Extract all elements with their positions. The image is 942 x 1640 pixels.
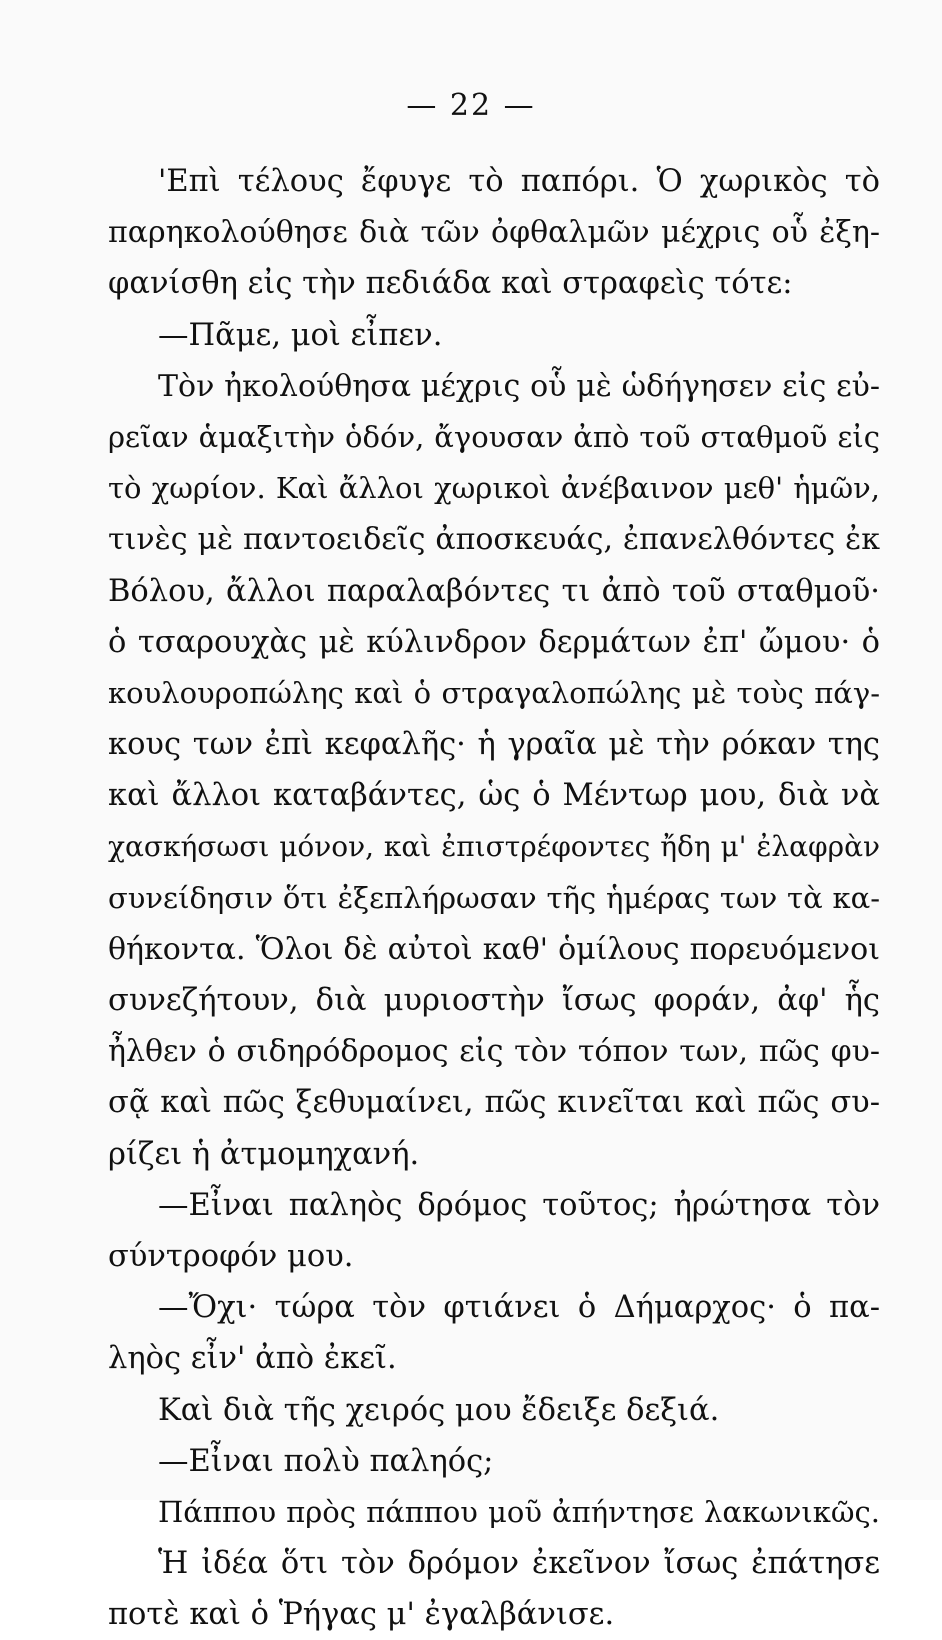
text-line: —Ὄχι· τώρα τὸν φτιάνει ὁ Δήμαρχος· ὁ πα- bbox=[158, 1290, 880, 1326]
text-line: συνείδησιν ὅτι ἐξεπλήρωσαν τῆς ἡμέρας των τὰ κα- bbox=[108, 880, 880, 915]
text-line: τὸ χωρίον. Καὶ ἄλλοι χωρικοὶ ἀνέβαινον μεθ' ἡμῶν, bbox=[108, 471, 880, 506]
text-line: ἦλθεν ὁ σιδηρόδρομος εἰς τὸν τόπον των, πῶς φυ- bbox=[108, 1034, 880, 1070]
text-line: ληὸς εἶν' ἀπὸ ἐκεῖ. bbox=[108, 1341, 397, 1377]
text-line: Βόλου, ἄλλοι παραλαβόντες τι ἀπὸ τοῦ σταθμοῦ· bbox=[108, 573, 880, 609]
text-line: θήκοντα. Ὅλοι δὲ αὐτοὶ καθ' ὁμίλους πορευόμενοι bbox=[108, 931, 880, 967]
text-line: χασκήσωσι μόνον, καὶ ἐπιστρέφοντες ἤδη μ' ἐλαφρὰν bbox=[108, 830, 880, 864]
text-line: Καὶ διὰ τῆς χειρός μου ἔδειξε δεξιά. bbox=[158, 1392, 720, 1428]
page-number: — 22 — bbox=[406, 88, 536, 123]
text-line: καὶ ἄλλοι καταβάντες, ὡς ὁ Μέντωρ μου, διὰ νὰ bbox=[108, 778, 880, 814]
text-line: Ἡ ἰδέα ὅτι τὸν δρόμον ἐκεῖνον ἴσως ἐπάτησε bbox=[158, 1546, 880, 1582]
text-line: ρίζει ἡ ἀτμομηχανή. bbox=[108, 1136, 420, 1172]
text-line: —Εἶναι παληὸς δρόμος τοῦτος; ἠρώτησα τὸν bbox=[158, 1187, 880, 1223]
body-text bbox=[108, 156, 880, 1640]
text-line: 'Επὶ τέλους ἔφυγε τὸ παπόρι. Ὁ χωρικὸς τὸ bbox=[158, 164, 880, 199]
text-line: —Εἶναι πολὺ παληός; bbox=[158, 1443, 494, 1479]
text-line: συνεζήτουν, διὰ μυριοστὴν ἴσως φοράν, ἀφ' ἧς bbox=[108, 983, 880, 1018]
text-line: παρηκολούθησε διὰ τῶν ὀφθαλμῶν μέχρις οὗ ἐξη- bbox=[108, 215, 880, 251]
text-line: ὁ τσαρουχὰς μὲ κύλινδρον δερμάτων ἐπ' ὤμου· ὁ bbox=[108, 624, 880, 660]
text-line: ρεῖαν ἁμαξιτὴν ὁδόν, ἄγουσαν ἀπὸ τοῦ σταθμοῦ εἰς bbox=[108, 419, 880, 454]
text-line: —Πᾶμε, μοὶ εἶπεν. bbox=[158, 317, 443, 353]
text-line: κους των ἐπὶ κεφαλῆς· ἡ γραῖα μὲ τὴν ρόκαν της bbox=[108, 727, 880, 763]
text-line: ποτὲ καὶ ὁ Ῥήγας μ' ἐγαλβάνισε. bbox=[108, 1597, 615, 1633]
text-line: κουλουροπώλης καὶ ὁ στραγαλοπώλης μὲ τοὺς πάγ- bbox=[108, 675, 880, 710]
text-line: σᾷ καὶ πῶς ξεθυμαίνει, πῶς κινεῖται καὶ πῶς συ- bbox=[108, 1085, 880, 1121]
text-line: σύντροφόν μου. bbox=[108, 1238, 354, 1274]
text-line: Πάππου πρὸς πάππου μοῦ ἀπήντησε λακωνικῶς. bbox=[158, 1494, 880, 1529]
text-line: Τὸν ἠκολούθησα μέχρις οὗ μὲ ὡδήγησεν εἰς εὐ- bbox=[158, 368, 880, 404]
text-line: φανίσθη εἰς τὴν πεδιάδα καὶ στραφεὶς τότε: bbox=[108, 266, 793, 302]
text-line: τινὲς μὲ παντοειδεῖς ἀποσκευάς, ἐπανελθόντες ἐκ bbox=[108, 522, 880, 558]
